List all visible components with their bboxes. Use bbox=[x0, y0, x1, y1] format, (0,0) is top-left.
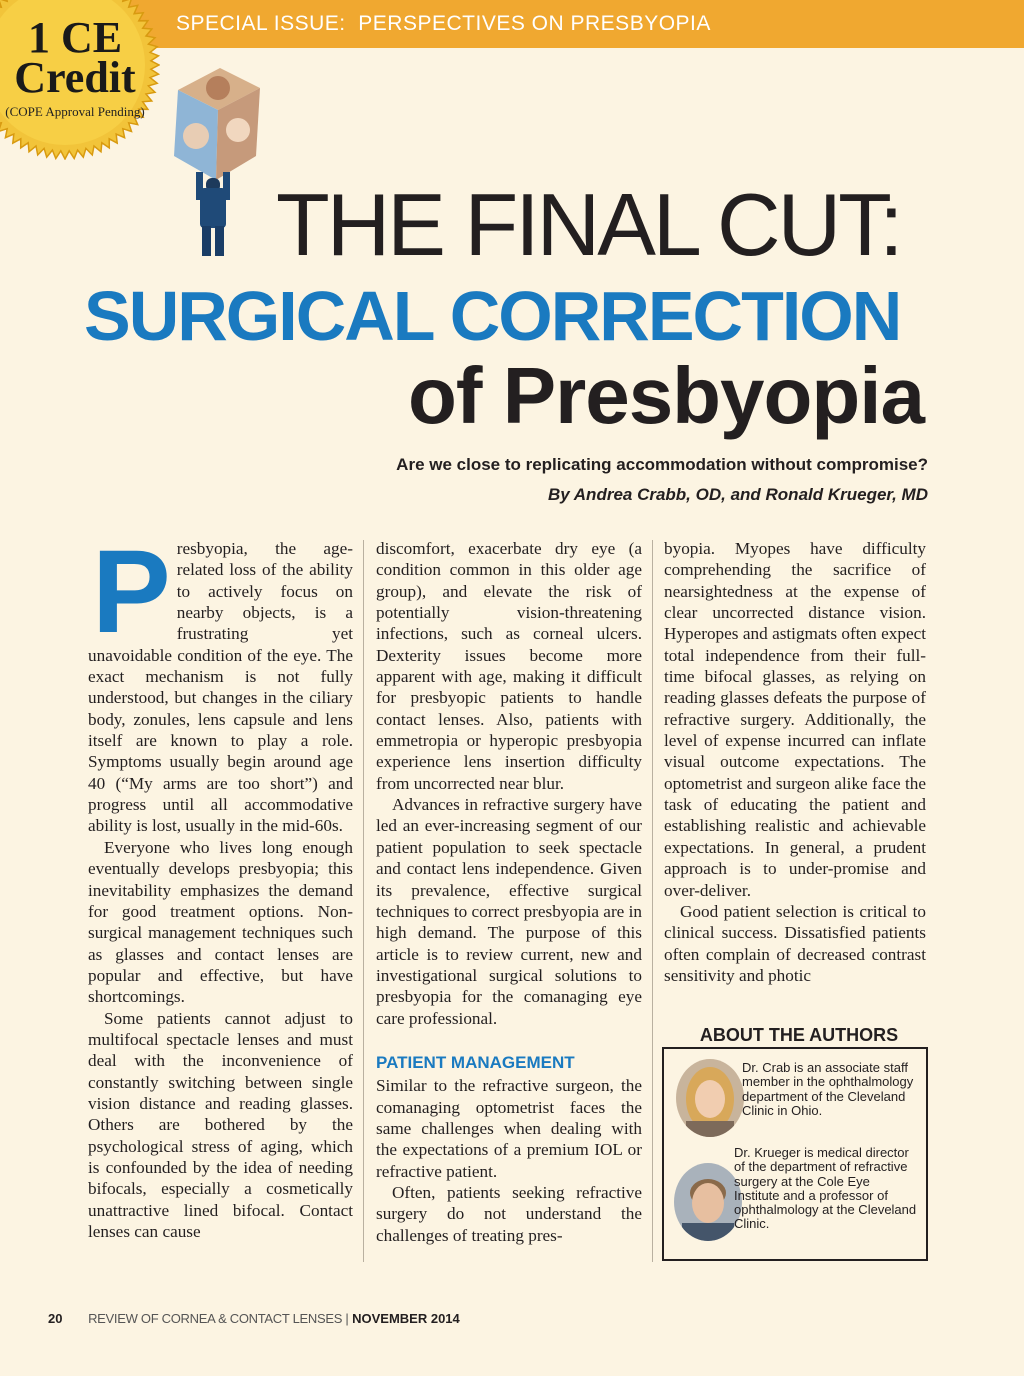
headline-line-2: SURGICAL CORRECTION bbox=[84, 277, 901, 355]
section-banner-label: SPECIAL ISSUE: PERSPECTIVES ON PRESBYOPIA bbox=[176, 12, 711, 35]
paragraph-text: resbyopia, the age-related loss of the ability to actively focus on nearby objects, is a frustrating yet unavoidable condition of the eye. The exact mechanism is not fully understood, but changes in the ciliary body, zonules, lens capsule and lens itself are known to play a role. Symptoms usually begin around age 40 (“My arms are too short”) and progress until all accommodative ability is lost, usually in the mid-60s. bbox=[88, 539, 353, 836]
issue-date: NOVEMBER 2014 bbox=[352, 1311, 460, 1326]
body-column-3 bbox=[664, 538, 926, 986]
body-column-1 bbox=[88, 526, 353, 1242]
publication-name: REVIEW OF CORNEA & CONTACT LENSES | bbox=[88, 1311, 349, 1326]
about-authors-title: ABOUT THE AUTHORS bbox=[699, 1025, 899, 1045]
about-authors-box bbox=[662, 1047, 928, 1261]
seal-line-ce: 1 CE bbox=[27, 13, 123, 62]
author-bio-crabb: Dr. Crab is an associate staff member in the ophthalmology department of the Cleveland Clinic in Ohio. bbox=[742, 1060, 914, 1118]
page-number: 20 bbox=[48, 1311, 63, 1326]
body-paragraph: discomfort, exacerbate dry eye (a condition common in this older age group), and elevate the risk of potentially vision-threatening infections, such as corneal ulcers. Dexterity issues become more apparent with age, making it difficult for presbyopic patients to handle contact lenses. Also, patients with emmetropia or hyperopic presbyopia experience lens insertion difficulty from uncorrected near blur. bbox=[376, 539, 642, 793]
article-dek: Are we close to replicating accommodation without compromise? bbox=[396, 455, 928, 474]
headline-line-1: THE FINAL CUT: bbox=[276, 175, 901, 274]
photo-cube-illustration bbox=[160, 60, 270, 260]
ce-credit-seal bbox=[0, 0, 160, 160]
column-divider bbox=[363, 540, 364, 1262]
section-subhead: PATIENT MANAGEMENT bbox=[376, 1052, 575, 1072]
body-paragraph: byopia. Myopes have difficulty comprehending the sacrifice of nearsightedness at the expense of clear uncorrected distance vision. Hyperopes and astigmats often expect total independence from their full-time bifocal glasses, as relying on reading glasses defeats the purpose of refractive surgery. Additionally, the level of expense incurred can inflate visual outcome expectations. The optometrist and surgeon alike face the task of educating the patient and establishing realistic and achievable expectations. In general, a prudent approach is to under-promise and over-deliver. bbox=[664, 539, 926, 900]
column-divider bbox=[652, 540, 653, 1262]
body-column-2 bbox=[376, 538, 642, 1246]
body-paragraph: Often, patients seeking refractive surgery do not understand the challenges of treating pres- bbox=[376, 1182, 642, 1245]
body-paragraph: Good patient selection is critical to clinical success. Dissatisfied patients often complain of decreased contrast sensitivity and photic bbox=[664, 901, 926, 985]
body-paragraph: Everyone who lives long enough eventually develops presbyopia; this inevitability emphasizes the demand for good treatment options. Non-surgical management techniques such as glasses and contact lenses are popular and effective, but have shortcomings. bbox=[88, 837, 353, 1007]
body-paragraph: Similar to the refractive surgeon, the comanaging optometrist faces the same challenges when dealing with the expectations of a premium IOL or refractive patient. bbox=[376, 1076, 642, 1181]
body-paragraph bbox=[88, 526, 353, 837]
headline-line-3: of Presbyopia bbox=[407, 351, 924, 440]
drop-cap: P bbox=[92, 526, 171, 658]
author-bio-krueger: Dr. Krueger is medical director of the department of refractive surgery at the Cole Eye Institute and a professor of ophthalmology at the Cleveland Clinic. bbox=[734, 1145, 917, 1232]
author-photo-crabb bbox=[676, 1059, 744, 1137]
body-paragraph: Advances in refractive surgery have led an ever-increasing segment of our patient population to seek spectacle and contact lens independence. Given its prevalence, effective surgical techniques to correct presbyopia are in high demand. The purpose of this article is to review current, new and investigational surgical solutions to presbyopia for the comanaging eye care professional. bbox=[376, 795, 642, 1028]
author-photo-krueger bbox=[674, 1163, 742, 1241]
body-paragraph: Some patients cannot adjust to multifocal spectacle lenses and must deal with the inconvenience of constantly switching between single vision distance and reading glasses. Others are bothered by the psychological stress of aging, which is confounded by the idea of needing bifocals, especially a cosmetically unattractive lined bifocal. Contact lenses can cause bbox=[88, 1008, 353, 1241]
seal-line-credit: Credit bbox=[14, 53, 136, 102]
page-footer bbox=[48, 1311, 460, 1326]
seal-line-approval: (COPE Approval Pending) bbox=[5, 104, 145, 119]
article-byline: By Andrea Crabb, OD, and Ronald Krueger, MD bbox=[547, 485, 928, 504]
seal-text bbox=[0, 13, 150, 119]
